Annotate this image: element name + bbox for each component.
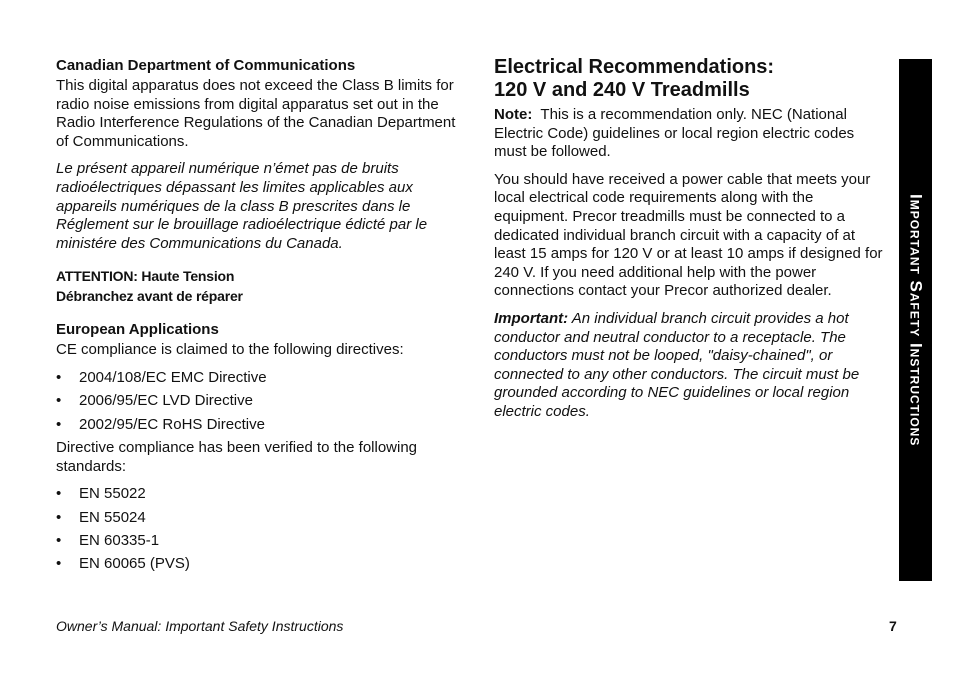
note-text: This is a recommendation only. NEC (National Electric Code) guidelines or local region electric codes must be followed. <box>494 106 855 161</box>
important-text: An individual branch circuit provides a hot conductor and neutral conductor to a receptacle. The conductors must not be looped, "daisy-chained", or connected to any other conductors. The circuit must be grounded according to NEC guidelines or local region electric codes. <box>494 309 860 420</box>
canadian-text: This digital apparatus does not exceed the Class B limits for radio noise emissions from digital apparatus set out in the Radio Interference Regulations of the Canadian Department of Communications. <box>56 77 456 150</box>
canadian-french-text: Le présent appareil numérique n’émet pas de bruits radioélectriques dépassant les limites applicables aux appareils numériques de la class B prescrites dans le Réglement sur le brouillage radioélectrique édicté par le ministére des Communications du Canada. <box>56 160 428 252</box>
list-item: • EN 55024 <box>56 508 146 526</box>
section-heading-line-2: 120 V and 240 V Treadmills <box>494 79 750 101</box>
important-paragraph <box>494 310 886 422</box>
european-heading: European Applications <box>56 321 219 339</box>
note-label: Note: <box>494 106 533 123</box>
bullet: • <box>56 485 62 503</box>
bullet: • <box>56 532 62 550</box>
left-column <box>56 56 456 579</box>
section-side-tab <box>899 59 932 581</box>
list-item: • EN 55022 <box>56 485 146 503</box>
list-item: • 2006/95/EC LVD Directive <box>56 392 253 410</box>
page-number: 7 <box>889 618 897 634</box>
right-column <box>494 56 886 422</box>
bullet: • <box>56 508 62 526</box>
canadian-heading: Canadian Department of Communications <box>56 57 356 74</box>
directives-list <box>56 369 456 434</box>
important-label: Important: <box>494 309 569 327</box>
list-item: • EN 60065 (PVS) <box>56 555 190 573</box>
footer-title: Owner’s Manual: Important Safety Instructions <box>56 618 344 634</box>
attention-line-2: Débranchez avant de réparer <box>56 288 243 305</box>
standards-intro: Directive compliance has been verified to the following standards: <box>56 439 418 475</box>
attention-line-1: ATTENTION: Haute Tension <box>56 268 235 285</box>
list-item: • EN 60335-1 <box>56 532 160 550</box>
section-heading-line-1: Electrical Recommendations: <box>494 56 775 78</box>
bullet: • <box>56 392 62 410</box>
list-item: • 2002/95/EC RoHS Directive <box>56 415 265 433</box>
bullet: • <box>56 415 62 433</box>
bullet: • <box>56 555 62 573</box>
list-item: • 2004/108/EC EMC Directive <box>56 368 267 386</box>
note-paragraph <box>494 106 886 162</box>
side-tab-label: Important Safety Instructions <box>906 193 926 447</box>
standards-list <box>56 485 456 574</box>
power-paragraph: You should have received a power cable that meets your local electrical code requirements along with the equipment. Precor treadmills must be connected to a dedicated individual branch circuit with a capacity of at least 15 amps for 120 V or at least 10 amps if designed for 240 V. If you need additional help with the power connections contact your Precor authorized dealer. <box>494 170 883 300</box>
bullet: • <box>56 368 62 386</box>
european-intro: CE compliance is claimed to the following directives: <box>56 341 404 359</box>
